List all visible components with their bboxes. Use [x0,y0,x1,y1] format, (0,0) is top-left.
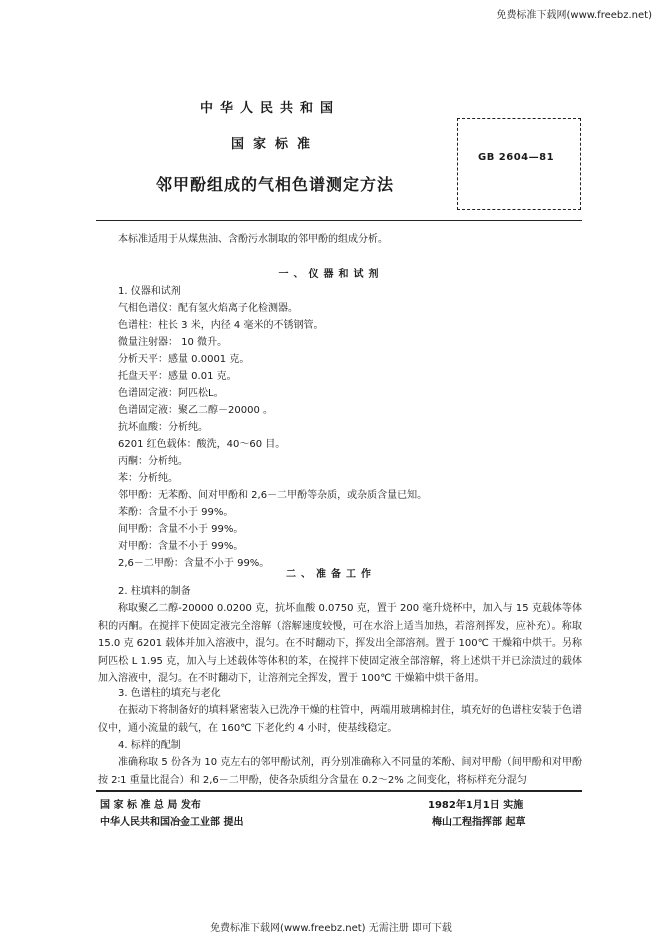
item-o-cresol: 邻甲酚：无苯酚、间对甲酚和 2,6－二甲酚等杂质，或杂质含量已知。 [118,490,428,501]
item-1-heading: 1. 仪器和试剂 [118,286,181,297]
section1-heading: 一、仪器和试剂 [278,269,384,280]
para-3: 在振动下将制备好的填料紧密装入已洗净干燥的柱管中，两端用玻璃棉封住，填充好的色谱柱安装于色谱仪中，通小流量的载气，在 160℃ 下老化约 4 小时，使基线稳定。 [98,705,582,734]
standard-code-box [457,118,581,210]
standard-code: GB 2604—81 [478,152,555,163]
footer-divider [96,790,582,792]
item-column: 色谱柱：柱长 3 米，内径 4 毫米的不锈钢管。 [118,320,324,331]
item-m-cresol: 间甲酚：含量不小于 99%。 [118,524,244,535]
country-heading: 中华人民共和国 [199,101,340,116]
item-balance: 分析天平：感量 0.0001 克。 [118,354,250,365]
item-xylenol: 2,6－二甲酚：含量不小于 99%。 [118,558,270,569]
footer-proposer: 中华人民共和国冶金工业部 提出 [100,817,244,828]
sub-3-heading: 3. 色谱柱的填充与老化 [118,688,221,699]
item-p-cresol: 对甲酚：含量不小于 99%。 [118,541,244,552]
item-stationary-1: 色谱固定液：阿匹松L。 [118,388,224,399]
item-stationary-2: 色谱固定液：聚乙二醇－20000 。 [118,405,273,416]
footer-drafter: 梅山工程指挥部 起草 [432,817,526,828]
item-acetone: 丙酮：分析纯。 [118,456,188,467]
header-divider [96,220,582,221]
intro-text: 本标准适用于从煤焦油、含酚污水制取的邻甲酚的组成分析。 [118,234,388,245]
item-syringe: 微量注射器： 10 微升。 [118,337,228,348]
watermark-bottom: 免费标准下载网(www.freebz.net) 无需注册 即可下载 [210,923,452,934]
section2-heading: 二、准备工作 [286,569,376,580]
document-title: 邻甲酚组成的气相色谱测定方法 [155,175,394,194]
footer-issuer: 国 家 标 准 总 局 发布 [100,800,201,811]
para-4: 准确称取 5 份各为 10 克左右的邻甲酚试剂，再分别准确称入不同量的苯酚、间对甲酚（间甲酚和对甲酚按 2∶1 重量比混合）和 2,6－二甲酚，使各杂质组分含量在 0.2～2% 之间变化，将标样充分混匀 [98,757,582,786]
para-2: 称取聚乙二醇-20000 0.0200 克，抗坏血酸 0.0750 克，置于 200 毫升烧杯中，加入与 15 克载体等体积的丙酮。在搅拌下使固定液完全溶解（溶解速度较慢，可在水浴上适当加热，若溶剂挥发，应补充）。称取 15.0 克 6201 载体并加入溶液中，混匀。在不时翻动下，挥发出全部溶剂。置于 100℃ 干燥箱中烘干。另称阿匹松 L 1.95 克，加入与上述载体等体积的苯，在搅拌下使固定液全部溶解，将上述烘干并已涂渍过的载体加入溶液中，混匀。在不时翻动下，让溶剂完全挥发，置于 100℃ 干燥箱中烘干备用。 [98,603,582,685]
sub-4-heading: 4. 标样的配制 [118,740,181,751]
item-carrier: 6201 红色载体：酸洗，40～60 目。 [118,439,286,450]
watermark-top: 免费标准下载网(www.freebz.net) [496,10,652,21]
sub-2-heading: 2. 柱填料的制备 [118,586,191,597]
item-benzene: 苯：分析纯。 [118,473,178,484]
item-phenol: 苯酚：含量不小于 99%。 [118,507,234,518]
standard-label: 国家标准 [230,137,319,152]
item-gc: 气相色谱仪：配有氢火焰离子化检测器。 [118,303,298,314]
item-tray-balance: 托盘天平：感量 0.01 克。 [118,371,237,382]
footer-date: 1982年1月1日 实施 [428,800,524,811]
item-ascorbic: 抗坏血酸：分析纯。 [118,422,208,433]
